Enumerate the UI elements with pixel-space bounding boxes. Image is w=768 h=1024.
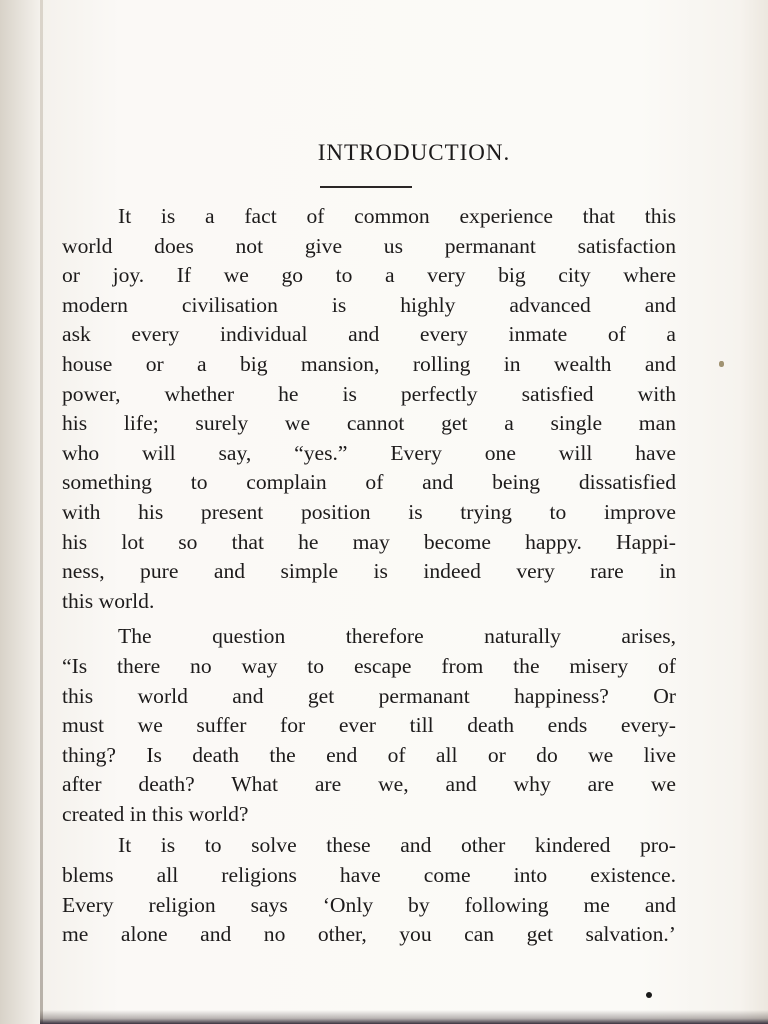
body-text bbox=[62, 202, 676, 950]
text-line: ness, pure and simple is indeed very rare in bbox=[62, 559, 676, 584]
text-line: this world. bbox=[62, 588, 155, 613]
paragraph-3 bbox=[62, 831, 676, 949]
page-bottom-edge bbox=[40, 1010, 768, 1024]
text-line: power, whether he is perfectly satisfied with bbox=[62, 381, 676, 406]
text-line: created in this world? bbox=[62, 801, 249, 826]
text-line: must we suffer for ever till death ends every- bbox=[62, 713, 676, 738]
text-line: after death? What are we, and why are we bbox=[62, 772, 676, 797]
text-line: thing? Is death the end of all or do we live bbox=[62, 742, 676, 767]
ink-dot bbox=[646, 992, 652, 998]
text-line: or joy. If we go to a very big city where bbox=[62, 263, 676, 288]
paragraph-2 bbox=[62, 622, 676, 829]
text-line: house or a big mansion, rolling in wealth and bbox=[62, 351, 676, 376]
text-line: It is a fact of common experience that this bbox=[118, 204, 676, 228]
text-line: ask every individual and every inmate of a bbox=[62, 322, 676, 347]
text-line: It is to solve these and other kindered pro- bbox=[118, 833, 676, 858]
text-line: modern civilisation is highly advanced and bbox=[62, 292, 676, 317]
heading-rule bbox=[320, 186, 412, 188]
text-line: blems all religions have come into existence. bbox=[62, 863, 676, 888]
text-line: me alone and no other, you can get salvation.’ bbox=[62, 922, 676, 947]
text-line: this world and get permanant happiness? Or bbox=[62, 683, 676, 708]
text-line: The question therefore naturally arises, bbox=[118, 624, 676, 649]
text-line: “Is there no way to escape from the misery of bbox=[62, 653, 676, 678]
text-line: his lot so that he may become happy. Happi- bbox=[62, 529, 676, 554]
text-line: his life; surely we cannot get a single man bbox=[62, 411, 676, 436]
paragraph-1 bbox=[62, 202, 676, 616]
page-heading: INTRODUCTION. bbox=[317, 140, 511, 165]
text-line: Every religion says ‘Only by following me and bbox=[62, 892, 676, 917]
text-line: world does not give us permanant satisfaction bbox=[62, 233, 676, 258]
text-line: something to complain of and being dissatisfied bbox=[62, 470, 676, 495]
paper-speck bbox=[719, 361, 724, 367]
text-line: with his present position is trying to improve bbox=[62, 499, 676, 524]
text-line: who will say, “yes.” Every one will have bbox=[62, 440, 676, 465]
